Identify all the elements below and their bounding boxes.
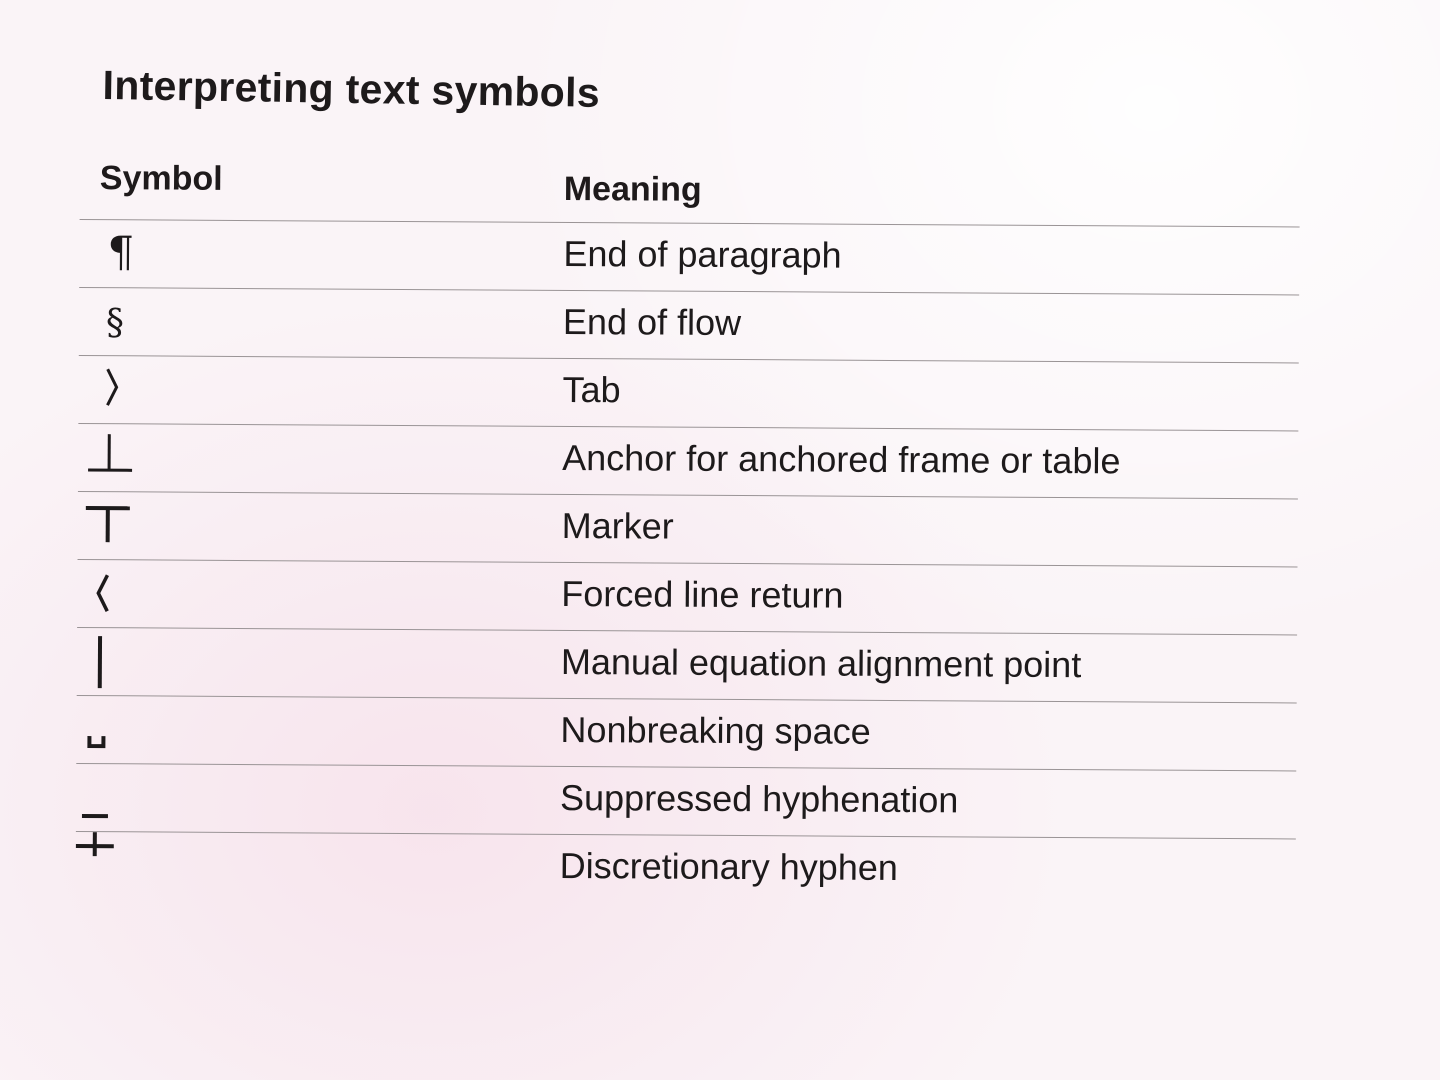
forced-return-icon: [77, 560, 157, 627]
meaning-cell: Nonbreaking space: [560, 708, 871, 752]
table-row: [78, 492, 1298, 567]
table-row: [75, 832, 1295, 906]
meaning-cell: Forced line return: [561, 572, 844, 616]
meaning-cell: Marker: [561, 504, 674, 547]
table-row: [76, 696, 1296, 771]
meaning-cell: Anchor for anchored frame or table: [562, 436, 1121, 482]
table-row: [76, 764, 1296, 839]
page-title: Interpreting text symbols: [102, 62, 601, 116]
symbol-table: [75, 155, 1300, 906]
table-row: [78, 424, 1298, 499]
marker-icon: [78, 492, 158, 559]
meaning-cell: Discretionary hyphen: [559, 844, 898, 889]
table-row: [79, 220, 1299, 295]
meaning-cell: Tab: [562, 368, 621, 411]
section-sign-icon: [79, 288, 159, 355]
column-header-symbol: Symbol: [99, 159, 223, 198]
svg-text:§: §: [105, 302, 125, 344]
tab-icon: [78, 356, 158, 423]
table-row: [79, 288, 1299, 363]
equation-alignment-icon: [77, 628, 157, 695]
anchor-icon: [78, 424, 158, 491]
table-row: [77, 628, 1297, 703]
table-row: [78, 356, 1298, 431]
meaning-cell: Suppressed hyphenation: [559, 776, 959, 821]
column-header-meaning: Meaning: [563, 169, 702, 209]
discretionary-hyphen-icon: [75, 832, 155, 899]
meaning-cell: Manual equation alignment point: [560, 640, 1082, 686]
table-header: [80, 155, 1300, 227]
meaning-cell: End of flow: [562, 300, 742, 344]
svg-text:¶: ¶: [107, 227, 135, 277]
pilcrow-icon: [79, 220, 159, 287]
nonbreaking-space-icon: [76, 696, 156, 763]
meaning-cell: End of paragraph: [563, 232, 842, 276]
suppressed-hyphenation-icon: [76, 764, 156, 831]
table-row: [77, 560, 1297, 635]
